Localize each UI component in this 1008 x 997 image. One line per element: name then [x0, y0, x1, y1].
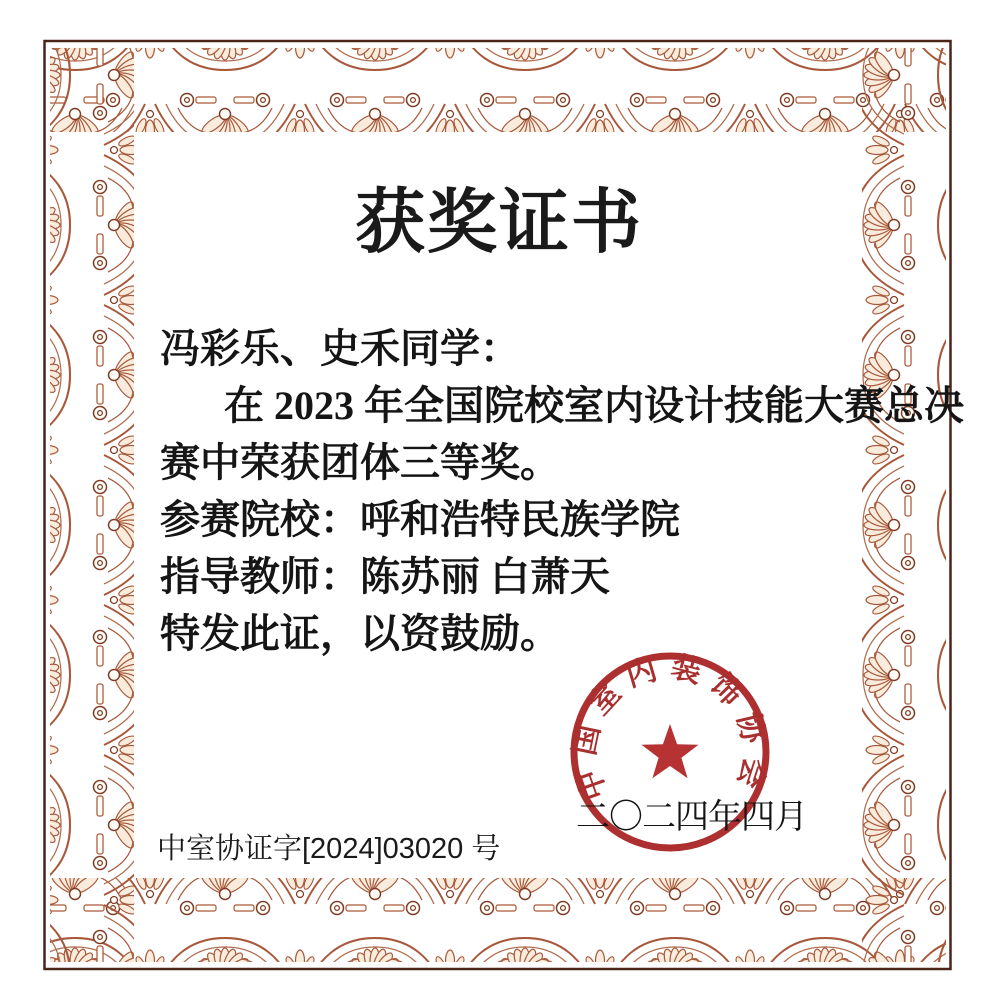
certificate-number: 中室协证字[2024]03020 号	[157, 833, 501, 865]
star-icon	[642, 724, 699, 778]
certificate-title: 获奖证书	[355, 183, 643, 261]
seal-organization-text: 中国室内装饰协会	[568, 650, 772, 805]
certificate-body	[160, 320, 964, 662]
teachers-line: 指导教师：陈苏丽 白萧天	[160, 554, 610, 599]
award-line-2: 赛中荣获团体三等奖。	[160, 440, 560, 485]
salutation-line: 冯彩乐、史禾同学：	[160, 326, 520, 371]
issue-date: 二〇二四年四月	[576, 798, 807, 836]
award-line-1: 在 2023 年全国院校室内设计技能大赛总决	[224, 383, 964, 428]
border-strip-left	[50, 48, 134, 962]
border-strip-right	[862, 48, 946, 962]
school-line: 参赛院校：呼和浩特民族学院	[160, 497, 680, 542]
closing-line: 特发此证，以资鼓励。	[160, 611, 560, 656]
border-strip-bottom	[50, 878, 946, 962]
border-strip-top	[50, 48, 946, 132]
